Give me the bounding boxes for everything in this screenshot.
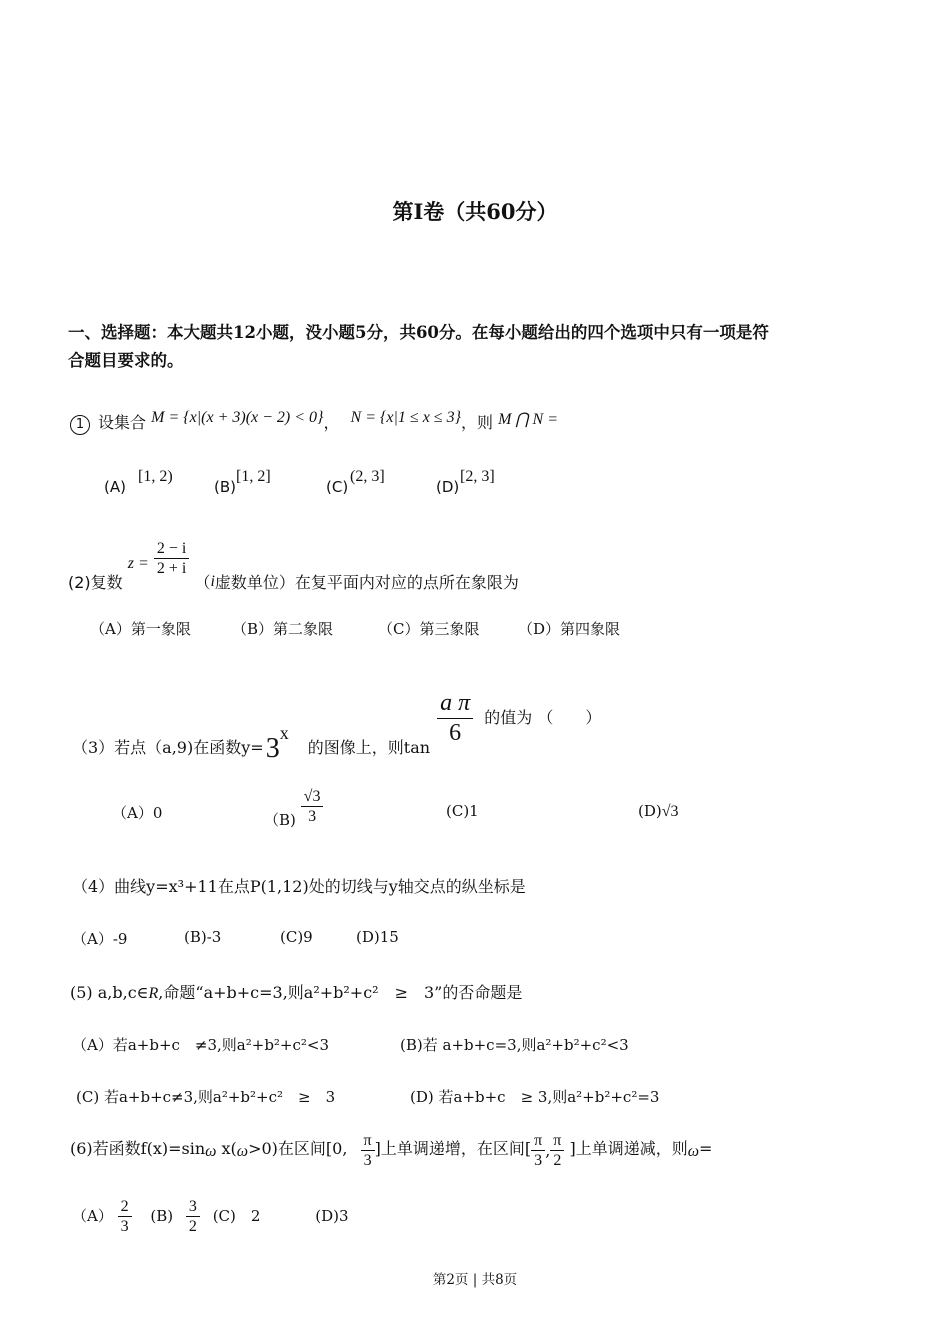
q3-exponent: x	[279, 723, 289, 744]
q3-option-b-fraction	[301, 788, 324, 827]
q6-option-a-num: 2	[118, 1198, 132, 1217]
question-2	[68, 536, 519, 592]
q1-option-a-value: [1, 2)	[138, 468, 173, 485]
q2-fraction-den: 2 + i	[156, 560, 187, 578]
q6-p1: (6)若函数f(x)=sin	[70, 1138, 206, 1158]
q3-option-d-label: (D)	[638, 802, 662, 820]
q5-option-c: (C) 若a+b+c≠3,则a²+b²+c² ≥ 3	[76, 1088, 336, 1106]
q6-option-b-fraction	[186, 1198, 200, 1237]
q6-p5: ]上单调递减，则	[569, 1138, 688, 1158]
section-heading-line2: 合题目要求的。	[68, 351, 184, 370]
question-1-marker: 1	[70, 415, 90, 435]
q6-omega-3: ω	[687, 1142, 699, 1160]
question-5	[70, 980, 522, 1003]
q2-fraction	[154, 540, 189, 579]
q6-p6: =	[699, 1138, 713, 1158]
q1-option-d-value: [2, 3]	[460, 468, 495, 485]
q6-option-d: (D)3	[315, 1207, 349, 1226]
q2-prefix: (2)复数	[68, 572, 123, 592]
q6-frac-2	[531, 1132, 545, 1171]
q3-option-d	[638, 802, 679, 821]
q1-sep: ，	[323, 413, 340, 432]
q6-option-a-den: 3	[120, 1218, 129, 1236]
q2-option-b: （B）第二象限	[232, 620, 334, 638]
intersection-expr: M ⋂ N =	[498, 411, 559, 428]
q2-z: z =	[127, 554, 149, 572]
question-6	[70, 1132, 712, 1171]
q6-options	[72, 1198, 349, 1237]
q1-option-c-value: (2, 3]	[350, 468, 385, 485]
q4-option-d: (D)15	[356, 928, 399, 946]
q3-fraction-num: a π	[437, 690, 473, 719]
q3-option-b-num: √3	[301, 788, 324, 807]
q2-option-c: （C）第三象限	[378, 620, 480, 638]
q3-mid: 的图像上，则tan	[307, 738, 431, 758]
q1-option-b-value: [1, 2]	[236, 468, 271, 485]
q6-option-a-label: （A）	[72, 1207, 113, 1226]
q3-option-b-label: （B)	[264, 811, 296, 830]
q5-option-d: (D) 若a+b+c ≥ 3,则a²+b²+c²=3	[410, 1088, 660, 1106]
section-heading-line1: 一、选择题：本大题共12小题，没小题5分，共60分。在每小题给出的四个选项中只有一项是符	[68, 323, 769, 342]
q3-suffix: 的值为 （ ）	[484, 708, 602, 728]
q3-prefix: （3）若点（a,9)在函数y=	[72, 738, 264, 758]
q6-p4: ]上单调递增，在区间[	[374, 1138, 532, 1158]
q2-i: i	[210, 572, 215, 590]
q6-omega-2: ω	[236, 1142, 249, 1160]
page-title: 第Ⅰ卷（共60分）	[392, 199, 558, 224]
q3-base: 3	[265, 733, 280, 765]
q3-option-c: (C)1	[446, 802, 479, 820]
q1-option-a: (A)	[104, 478, 126, 496]
set-n: N = {x|1 ≤ x ≤ 3}	[350, 409, 461, 426]
q1-suffix: ，则	[460, 413, 493, 432]
q6-option-b-num: 3	[186, 1198, 200, 1217]
q5-option-b: (B)若 a+b+c=3,则a²+b²+c²<3	[400, 1036, 629, 1054]
q3-fraction	[437, 690, 473, 747]
question-1-prefix: 设集合	[98, 413, 147, 432]
q3-fraction-den: 6	[449, 719, 462, 746]
q5-option-a: （A）若a+b+c ≠3,则a²+b²+c²<3	[72, 1036, 330, 1054]
q3-option-b-den: 3	[308, 808, 317, 826]
q6-option-b-label: (B)	[150, 1207, 174, 1226]
q2-suffix-a: （	[194, 572, 211, 592]
q6-option-a-fraction	[118, 1198, 132, 1237]
q5-stem-a: (5) a,b,c∈	[70, 983, 149, 1002]
q6-p2: x(	[221, 1138, 237, 1158]
q6-p3: >0)在区间[0,	[248, 1138, 348, 1158]
q2-suffix-b: 虚数单位）在复平面内对应的点所在象限为	[214, 572, 519, 592]
q3-option-b	[264, 788, 323, 830]
q6-frac-3-num: π	[550, 1132, 564, 1151]
page-footer: 第2页 | 共8页	[432, 1272, 518, 1288]
q1-option-c: (C)	[326, 478, 349, 496]
question-3	[72, 690, 602, 765]
q1-option-b: (B)	[214, 478, 236, 496]
q4-option-b: (B)-3	[184, 928, 222, 946]
q6-comma: ,	[545, 1140, 551, 1160]
question-1	[70, 410, 558, 435]
q2-option-a: （A）第一象限	[90, 620, 191, 638]
q6-frac-1	[361, 1132, 375, 1171]
q6-frac-2-den: 3	[534, 1152, 543, 1170]
q5-stem-r: R	[148, 985, 159, 1002]
set-m: M = {x|(x + 3)(x − 2) < 0}	[151, 409, 324, 426]
q2-option-d: （D）第四象限	[518, 620, 621, 638]
question-4: （4）曲线y=x³+11在点P(1,12)处的切线与y轴交点的纵坐标是	[72, 877, 526, 896]
q6-option-b-den: 2	[188, 1218, 197, 1236]
q6-frac-1-den: 3	[363, 1152, 372, 1170]
q4-option-a: （A）-9	[72, 930, 128, 948]
q2-fraction-num: 2 − i	[154, 540, 189, 559]
q3-option-d-value: √3	[661, 803, 679, 820]
q6-frac-2-num: π	[531, 1132, 545, 1151]
q6-omega-1: ω	[205, 1142, 217, 1160]
q6-frac-3	[550, 1132, 564, 1171]
q3-option-a: （A）0	[112, 804, 163, 822]
q1-option-d: (D)	[436, 478, 460, 496]
q6-option-c: (C) 2	[212, 1207, 261, 1226]
q6-frac-3-den: 2	[553, 1152, 562, 1170]
q5-stem-b: ,命题“a+b+c=3,则a²+b²+c² ≥ 3”的否命题是	[158, 983, 523, 1002]
q6-frac-1-num: π	[361, 1132, 375, 1151]
q4-option-c: (C)9	[280, 928, 313, 946]
